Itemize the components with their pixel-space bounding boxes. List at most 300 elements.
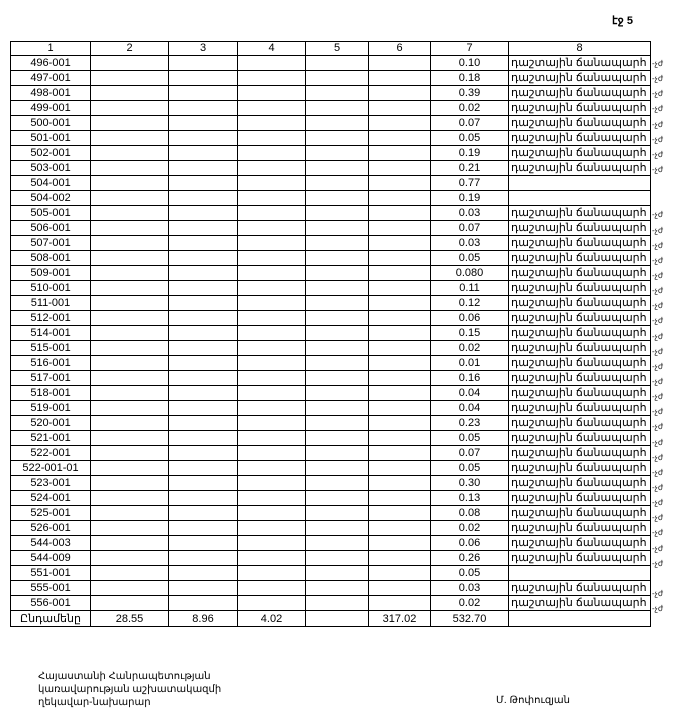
land-use-cell: դաշտային ճանապարհ <box>509 266 651 281</box>
margin-note: -չժ <box>652 558 664 568</box>
area-cell: 0.18 <box>431 71 509 86</box>
empty-cell <box>306 356 369 371</box>
empty-cell <box>369 446 431 461</box>
empty-cell <box>169 476 238 491</box>
area-cell: 0.10 <box>431 56 509 71</box>
empty-cell <box>238 251 306 266</box>
empty-cell <box>306 551 369 566</box>
parcel-id-cell: 503-001 <box>11 161 91 176</box>
empty-cell <box>238 311 306 326</box>
land-use-cell: դաշտային ճանապարհ <box>509 506 651 521</box>
empty-cell <box>369 101 431 116</box>
empty-cell <box>91 101 169 116</box>
area-cell: 0.23 <box>431 416 509 431</box>
empty-cell <box>369 401 431 416</box>
margin-note: -չժ <box>652 331 664 341</box>
empty-cell <box>169 461 238 476</box>
empty-cell <box>369 476 431 491</box>
empty-cell <box>169 521 238 536</box>
parcel-id-cell: 523-001 <box>11 476 91 491</box>
empty-cell <box>306 446 369 461</box>
empty-cell <box>91 476 169 491</box>
area-cell: 0.15 <box>431 326 509 341</box>
table-row <box>11 146 651 161</box>
empty-cell <box>169 56 238 71</box>
empty-cell <box>306 281 369 296</box>
empty-cell <box>169 491 238 506</box>
empty-cell <box>91 221 169 236</box>
empty-cell <box>306 146 369 161</box>
table-row <box>11 116 651 131</box>
empty-cell <box>169 236 238 251</box>
parcel-id-cell: 526-001 <box>11 521 91 536</box>
empty-cell <box>369 551 431 566</box>
area-cell: 0.77 <box>431 176 509 191</box>
empty-cell <box>91 176 169 191</box>
empty-cell <box>306 491 369 506</box>
empty-cell <box>169 86 238 101</box>
parcel-id-cell: 521-001 <box>11 431 91 446</box>
land-use-cell: դաշտային ճանապարհ <box>509 356 651 371</box>
margin-note: -չժ <box>652 588 664 598</box>
land-use-cell: դաշտային ճանապարհ <box>509 116 651 131</box>
parcel-id-cell: 522-001-01 <box>11 461 91 476</box>
parcel-id-cell: 518-001 <box>11 386 91 401</box>
margin-note: -չժ <box>652 422 664 432</box>
empty-cell <box>91 341 169 356</box>
empty-cell <box>306 101 369 116</box>
header-cell: 6 <box>369 42 431 56</box>
table-row <box>11 236 651 251</box>
table-row <box>11 551 651 566</box>
empty-cell <box>238 356 306 371</box>
margin-note: -չժ <box>652 376 664 386</box>
area-cell: 0.16 <box>431 371 509 386</box>
empty-cell <box>306 326 369 341</box>
margin-note: -չժ <box>652 437 664 447</box>
margin-note: -չժ <box>652 59 664 68</box>
empty-cell <box>238 596 306 611</box>
empty-cell <box>91 536 169 551</box>
empty-cell <box>238 266 306 281</box>
empty-cell <box>306 116 369 131</box>
parcel-id-cell: 522-001 <box>11 446 91 461</box>
empty-cell <box>369 416 431 431</box>
table-row <box>11 86 651 101</box>
empty-cell <box>91 191 169 206</box>
table-row <box>11 356 651 371</box>
signatory-title <box>38 670 221 709</box>
land-use-cell: դաշտային ճանապարհ <box>509 521 651 536</box>
margin-note: -չժ <box>652 543 664 553</box>
parcel-id-cell: 519-001 <box>11 401 91 416</box>
empty-cell <box>169 356 238 371</box>
land-use-cell: դաշտային ճանապարհ <box>509 536 651 551</box>
empty-cell <box>306 386 369 401</box>
empty-cell <box>91 326 169 341</box>
empty-cell <box>369 131 431 146</box>
empty-cell <box>369 266 431 281</box>
empty-cell <box>369 311 431 326</box>
empty-cell <box>169 401 238 416</box>
empty-cell <box>369 71 431 86</box>
parcel-id-cell: 512-001 <box>11 311 91 326</box>
empty-cell <box>369 341 431 356</box>
signatory-title-line: ղեկավար-նախարար <box>38 697 151 708</box>
empty-cell <box>91 521 169 536</box>
empty-cell <box>369 386 431 401</box>
empty-cell <box>91 56 169 71</box>
empty-cell <box>238 521 306 536</box>
empty-cell <box>238 191 306 206</box>
table-row <box>11 446 651 461</box>
empty-cell <box>169 431 238 446</box>
empty-cell <box>169 386 238 401</box>
header-cell: 1 <box>11 42 91 56</box>
empty-cell <box>169 296 238 311</box>
empty-cell <box>91 131 169 146</box>
margin-note: -չժ <box>652 286 664 296</box>
empty-cell <box>91 356 169 371</box>
area-cell: 0.05 <box>431 131 509 146</box>
empty-cell <box>169 116 238 131</box>
empty-cell <box>306 176 369 191</box>
table-row <box>11 401 651 416</box>
empty-cell <box>238 326 306 341</box>
table-row <box>11 341 651 356</box>
empty-cell <box>306 341 369 356</box>
table-row <box>11 476 651 491</box>
empty-cell <box>238 371 306 386</box>
empty-cell <box>238 461 306 476</box>
empty-cell <box>169 146 238 161</box>
empty-cell <box>306 191 369 206</box>
parcel-id-cell: 517-001 <box>11 371 91 386</box>
empty-cell <box>306 296 369 311</box>
area-cell: 0.30 <box>431 476 509 491</box>
empty-cell <box>238 236 306 251</box>
table-row <box>11 191 651 206</box>
land-use-cell: դաշտային ճանապարհ <box>509 56 651 71</box>
parcel-id-cell: 500-001 <box>11 116 91 131</box>
area-cell: 0.02 <box>431 521 509 536</box>
empty-cell <box>369 326 431 341</box>
header-cell: 2 <box>91 42 169 56</box>
empty-cell <box>306 236 369 251</box>
empty-cell <box>169 596 238 611</box>
total-cell: 317.02 <box>369 611 431 627</box>
land-use-cell: դաշտային ճանապարհ <box>509 236 651 251</box>
land-use-cell: դաշտային ճանապարհ <box>509 311 651 326</box>
area-cell: 0.26 <box>431 551 509 566</box>
land-use-cell: դաշտային ճանապարհ <box>509 596 651 611</box>
parcel-id-cell: 507-001 <box>11 236 91 251</box>
empty-cell <box>238 116 306 131</box>
area-cell: 0.19 <box>431 191 509 206</box>
empty-cell <box>91 491 169 506</box>
empty-cell <box>238 221 306 236</box>
area-cell: 0.06 <box>431 536 509 551</box>
area-cell: 0.05 <box>431 251 509 266</box>
empty-cell <box>369 296 431 311</box>
empty-cell <box>369 371 431 386</box>
empty-cell <box>238 476 306 491</box>
signatory-title-line: Հայաստանի Հանրապետության <box>38 671 211 682</box>
margin-note <box>652 177 674 192</box>
empty-cell <box>238 491 306 506</box>
margin-note: -չժ <box>652 149 664 159</box>
parcel-id-cell: 509-001 <box>11 266 91 281</box>
parcel-id-cell: 525-001 <box>11 506 91 521</box>
empty-cell <box>238 446 306 461</box>
empty-cell <box>169 311 238 326</box>
parcel-id-cell: 556-001 <box>11 596 91 611</box>
empty-cell <box>91 506 169 521</box>
empty-cell <box>169 536 238 551</box>
land-use-cell: դաշտային ճանապարհ <box>509 281 651 296</box>
land-use-cell: դաշտային ճանապարհ <box>509 296 651 311</box>
margin-note: -չժ <box>652 467 664 477</box>
empty-cell <box>306 131 369 146</box>
empty-cell <box>238 296 306 311</box>
empty-cell <box>91 296 169 311</box>
area-cell: 0.21 <box>431 161 509 176</box>
empty-cell <box>169 191 238 206</box>
header-cell: 8 <box>509 42 651 56</box>
land-use-cell: դաշտային ճանապարհ <box>509 131 651 146</box>
empty-cell <box>238 176 306 191</box>
empty-cell <box>369 536 431 551</box>
table-row <box>11 56 651 71</box>
area-cell: 0.08 <box>431 506 509 521</box>
area-cell: 0.06 <box>431 311 509 326</box>
area-cell: 0.080 <box>431 266 509 281</box>
margin-note: -չժ <box>652 255 664 265</box>
parcel-id-cell: 499-001 <box>11 101 91 116</box>
total-cell: 8.96 <box>169 611 238 627</box>
parcel-id-cell: 516-001 <box>11 356 91 371</box>
margin-note: -չժ <box>652 240 664 250</box>
total-cell: 532.70 <box>431 611 509 627</box>
empty-cell <box>91 371 169 386</box>
empty-cell <box>91 146 169 161</box>
empty-cell <box>369 221 431 236</box>
empty-cell <box>238 101 306 116</box>
land-use-cell: դաշտային ճանապարհ <box>509 431 651 446</box>
empty-cell <box>238 566 306 581</box>
empty-cell <box>238 281 306 296</box>
empty-cell <box>169 206 238 221</box>
margin-note <box>652 571 674 586</box>
empty-cell <box>238 386 306 401</box>
empty-cell <box>169 131 238 146</box>
parcel-id-cell: 515-001 <box>11 341 91 356</box>
land-use-cell: դաշտային ճանապարհ <box>509 491 651 506</box>
margin-note: -չժ <box>652 452 664 462</box>
land-use-cell <box>509 176 651 191</box>
empty-cell <box>369 86 431 101</box>
table-row <box>11 371 651 386</box>
empty-cell <box>306 221 369 236</box>
empty-cell <box>238 536 306 551</box>
empty-cell <box>169 416 238 431</box>
total-label: Ընդամենը <box>11 611 91 627</box>
area-cell: 0.13 <box>431 491 509 506</box>
header-cell: 3 <box>169 42 238 56</box>
empty-cell <box>91 71 169 86</box>
empty-cell <box>91 236 169 251</box>
parcel-id-cell: 511-001 <box>11 296 91 311</box>
empty-cell <box>369 146 431 161</box>
parcel-id-cell: 514-001 <box>11 326 91 341</box>
empty-cell <box>238 161 306 176</box>
header-row <box>11 42 651 56</box>
table-row <box>11 251 651 266</box>
table-row <box>11 536 651 551</box>
empty-cell <box>169 176 238 191</box>
table-row <box>11 581 651 596</box>
empty-cell <box>91 116 169 131</box>
land-use-cell: դաշտային ճանապարհ <box>509 461 651 476</box>
table-row <box>11 566 651 581</box>
table-row <box>11 161 651 176</box>
land-use-cell <box>509 191 651 206</box>
margin-note: -չժ <box>652 134 664 144</box>
empty-cell <box>91 206 169 221</box>
empty-cell <box>306 56 369 71</box>
empty-cell <box>169 581 238 596</box>
margin-note: -չժ <box>652 392 664 402</box>
parcel-id-cell: 502-001 <box>11 146 91 161</box>
empty-cell <box>169 326 238 341</box>
empty-cell <box>369 596 431 611</box>
area-cell: 0.07 <box>431 116 509 131</box>
empty-cell <box>91 281 169 296</box>
area-cell: 0.03 <box>431 236 509 251</box>
margin-note: -չժ <box>652 482 664 492</box>
table-row <box>11 506 651 521</box>
parcel-id-cell: 524-001 <box>11 491 91 506</box>
table-row <box>11 431 651 446</box>
margin-note: -չժ <box>652 528 664 538</box>
parcel-id-cell: 555-001 <box>11 581 91 596</box>
table-row <box>11 461 651 476</box>
empty-cell <box>306 536 369 551</box>
empty-cell <box>306 506 369 521</box>
empty-cell <box>238 86 306 101</box>
margin-note: -չժ <box>652 225 664 235</box>
area-cell: 0.39 <box>431 86 509 101</box>
header-cell: 7 <box>431 42 509 56</box>
land-use-cell: դաշտային ճանապարհ <box>509 371 651 386</box>
table-row <box>11 71 651 86</box>
empty-cell <box>369 356 431 371</box>
land-use-cell: դաշտային ճանապարհ <box>509 386 651 401</box>
margin-note: -չժ <box>652 301 664 311</box>
table-row <box>11 311 651 326</box>
margin-note: -չժ <box>652 119 664 129</box>
total-row <box>11 611 651 627</box>
empty-cell <box>169 101 238 116</box>
land-use-cell: դաշտային ճանապարհ <box>509 476 651 491</box>
empty-cell <box>369 461 431 476</box>
empty-cell <box>91 86 169 101</box>
empty-cell <box>306 476 369 491</box>
table-row <box>11 281 651 296</box>
empty-cell <box>369 251 431 266</box>
empty-cell <box>238 206 306 221</box>
area-cell: 0.05 <box>431 461 509 476</box>
table-row <box>11 596 651 611</box>
parcel-id-cell: 497-001 <box>11 71 91 86</box>
area-cell: 0.02 <box>431 341 509 356</box>
land-use-cell: դաշտային ճանապարհ <box>509 101 651 116</box>
empty-cell <box>369 491 431 506</box>
total-cell <box>306 611 369 627</box>
land-use-cell: դաշտային ճանապարհ <box>509 341 651 356</box>
empty-cell <box>238 431 306 446</box>
land-use-cell: դաշտային ճանապարհ <box>509 206 651 221</box>
land-use-cell: դաշտային ճանապարհ <box>509 581 651 596</box>
empty-cell <box>169 221 238 236</box>
empty-cell <box>369 281 431 296</box>
area-cell: 0.07 <box>431 446 509 461</box>
total-cell <box>509 611 651 627</box>
area-cell: 0.03 <box>431 581 509 596</box>
empty-cell <box>91 596 169 611</box>
margin-note: -չժ <box>652 210 664 220</box>
parcel-id-cell: 501-001 <box>11 131 91 146</box>
empty-cell <box>169 566 238 581</box>
land-use-cell: դաշտային ճանապարհ <box>509 221 651 236</box>
signatory-title-line: կառավարության աշխատակազմի <box>38 684 222 695</box>
empty-cell <box>306 416 369 431</box>
table-row <box>11 416 651 431</box>
area-cell: 0.11 <box>431 281 509 296</box>
margin-note: -չժ <box>652 270 664 280</box>
empty-cell <box>238 506 306 521</box>
margin-note <box>652 192 674 207</box>
empty-cell <box>238 581 306 596</box>
margin-note: -չժ <box>652 346 664 356</box>
parcel-id-cell: 520-001 <box>11 416 91 431</box>
area-cell: 0.01 <box>431 356 509 371</box>
table-row <box>11 491 651 506</box>
empty-cell <box>91 266 169 281</box>
margin-note: -չժ <box>652 604 664 614</box>
parcel-id-cell: 506-001 <box>11 221 91 236</box>
land-parcel-table <box>10 41 651 627</box>
empty-cell <box>169 551 238 566</box>
margin-note: -չժ <box>652 513 664 523</box>
land-use-cell: դաշտային ճանապարհ <box>509 86 651 101</box>
empty-cell <box>306 266 369 281</box>
empty-cell <box>306 206 369 221</box>
table-row <box>11 521 651 536</box>
land-use-cell: դաշտային ճանապարհ <box>509 251 651 266</box>
area-cell: 0.19 <box>431 146 509 161</box>
table-row <box>11 131 651 146</box>
empty-cell <box>306 71 369 86</box>
margin-notes <box>652 56 674 616</box>
empty-cell <box>369 236 431 251</box>
parcel-id-cell: 508-001 <box>11 251 91 266</box>
empty-cell <box>306 161 369 176</box>
empty-cell <box>91 311 169 326</box>
empty-cell <box>169 341 238 356</box>
area-cell: 0.05 <box>431 566 509 581</box>
margin-note: -չժ <box>652 316 664 326</box>
